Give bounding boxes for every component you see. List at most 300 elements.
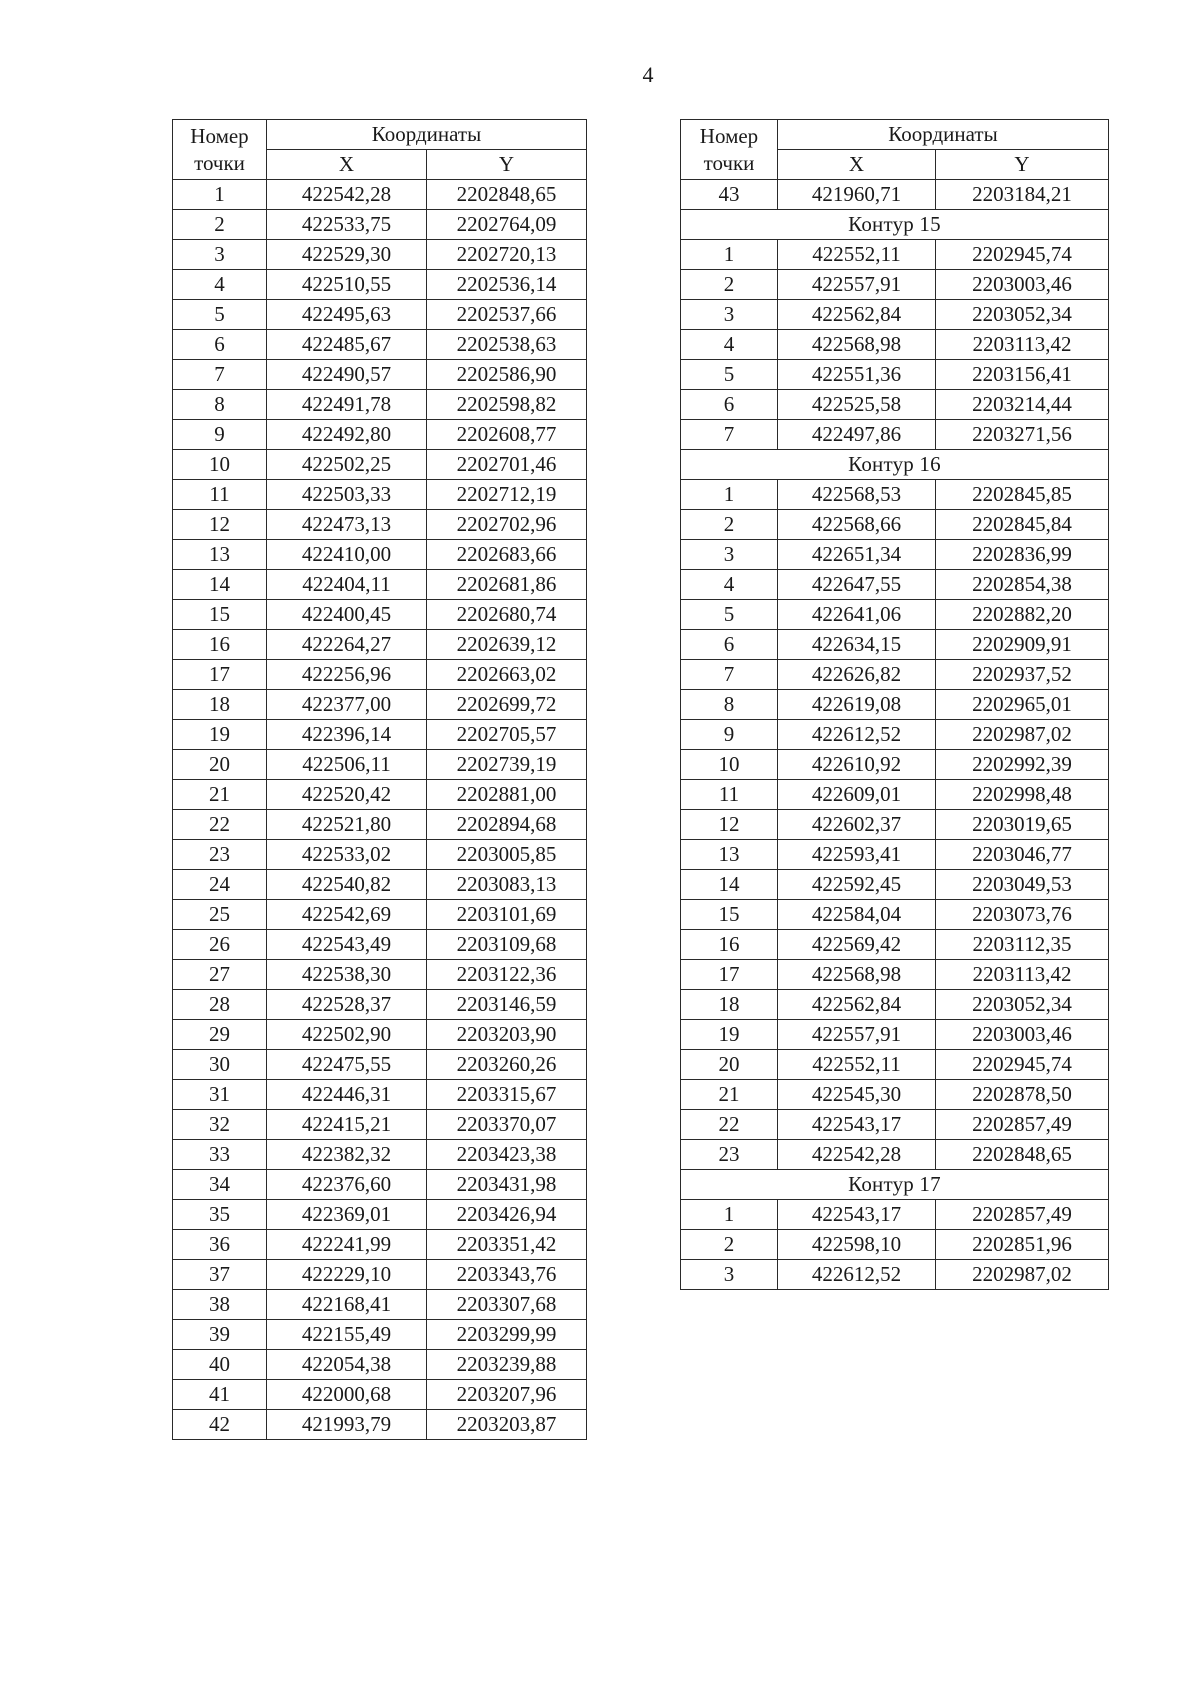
x-cell: 422593,41 (778, 840, 936, 870)
y-cell: 2203203,90 (427, 1020, 587, 1050)
y-cell: 2202998,48 (936, 780, 1109, 810)
table-row (681, 660, 1109, 690)
x-cell: 422491,78 (267, 390, 427, 420)
x-cell: 422490,57 (267, 360, 427, 390)
table-row (681, 870, 1109, 900)
table-row (173, 1230, 587, 1260)
y-cell: 2202586,90 (427, 360, 587, 390)
table-row (681, 510, 1109, 540)
point-number-cell: 9 (173, 420, 267, 450)
point-number-header-line1: Номер (699, 123, 759, 148)
x-cell: 422503,33 (267, 480, 427, 510)
point-number-cell: 28 (173, 990, 267, 1020)
point-number-header (681, 120, 778, 180)
y-cell: 2203351,42 (427, 1230, 587, 1260)
point-number-cell: 6 (681, 630, 778, 660)
y-cell: 2203005,85 (427, 840, 587, 870)
x-cell: 422626,82 (778, 660, 936, 690)
point-number-cell: 38 (173, 1290, 267, 1320)
table-row (173, 300, 587, 330)
x-header: X (267, 150, 427, 180)
y-cell: 2202712,19 (427, 480, 587, 510)
table-row (681, 720, 1109, 750)
x-cell: 422510,55 (267, 270, 427, 300)
table-row (173, 1080, 587, 1110)
contour-label: Контур 17 (681, 1170, 1109, 1200)
point-number-cell: 29 (173, 1020, 267, 1050)
x-cell: 422528,37 (267, 990, 427, 1020)
table-row (173, 630, 587, 660)
x-cell: 422540,82 (267, 870, 427, 900)
table-row (681, 1020, 1109, 1050)
x-cell: 422396,14 (267, 720, 427, 750)
table-row (173, 360, 587, 390)
table-row (173, 540, 587, 570)
y-cell: 2202881,00 (427, 780, 587, 810)
y-cell: 2202857,49 (936, 1200, 1109, 1230)
point-number-cell: 13 (173, 540, 267, 570)
table-row (173, 330, 587, 360)
x-cell: 422529,30 (267, 240, 427, 270)
x-cell: 422619,08 (778, 690, 936, 720)
x-cell: 422612,52 (778, 1260, 936, 1290)
point-number-cell: 5 (681, 600, 778, 630)
table-row (173, 1050, 587, 1080)
point-number-cell: 5 (173, 300, 267, 330)
y-cell: 2202992,39 (936, 750, 1109, 780)
table-row (173, 510, 587, 540)
table-row (681, 630, 1109, 660)
x-cell: 422475,55 (267, 1050, 427, 1080)
x-header: X (778, 150, 936, 180)
x-cell: 422551,36 (778, 360, 936, 390)
point-number-cell: 13 (681, 840, 778, 870)
y-cell: 2202702,96 (427, 510, 587, 540)
point-number-cell: 4 (681, 570, 778, 600)
y-cell: 2203052,34 (936, 300, 1109, 330)
y-cell: 2203343,76 (427, 1260, 587, 1290)
y-cell: 2202965,01 (936, 690, 1109, 720)
table-row (681, 330, 1109, 360)
x-cell: 422610,92 (778, 750, 936, 780)
coordinates-table-left (172, 119, 587, 1440)
point-number-cell: 32 (173, 1110, 267, 1140)
point-number-cell: 26 (173, 930, 267, 960)
table-row (681, 360, 1109, 390)
point-number-cell: 41 (173, 1380, 267, 1410)
point-number-cell: 15 (173, 600, 267, 630)
x-cell: 422552,11 (778, 240, 936, 270)
x-cell: 422602,37 (778, 810, 936, 840)
y-cell: 2203049,53 (936, 870, 1109, 900)
x-cell: 422377,00 (267, 690, 427, 720)
y-cell: 2202848,65 (936, 1140, 1109, 1170)
table-row (173, 870, 587, 900)
point-number-cell: 18 (681, 990, 778, 1020)
y-cell: 2202598,82 (427, 390, 587, 420)
y-cell: 2203271,56 (936, 420, 1109, 450)
x-cell: 422552,11 (778, 1050, 936, 1080)
x-cell: 422557,91 (778, 270, 936, 300)
x-cell: 422000,68 (267, 1380, 427, 1410)
point-number-cell: 17 (681, 960, 778, 990)
y-cell: 2203239,88 (427, 1350, 587, 1380)
x-cell: 422473,13 (267, 510, 427, 540)
table-row (681, 1140, 1109, 1170)
point-number-cell: 2 (681, 270, 778, 300)
point-number-cell: 19 (173, 720, 267, 750)
y-cell: 2203101,69 (427, 900, 587, 930)
point-number-cell: 3 (681, 540, 778, 570)
point-number-header-line2: точки (194, 150, 245, 175)
x-cell: 422592,45 (778, 870, 936, 900)
x-cell: 422598,10 (778, 1230, 936, 1260)
y-cell: 2202857,49 (936, 1110, 1109, 1140)
y-cell: 2202663,02 (427, 660, 587, 690)
point-number-cell: 1 (681, 1200, 778, 1230)
point-number-cell: 2 (681, 1230, 778, 1260)
point-number-cell: 20 (681, 1050, 778, 1080)
point-number-cell: 22 (173, 810, 267, 840)
y-cell: 2203307,68 (427, 1290, 587, 1320)
table-row (681, 1110, 1109, 1140)
x-cell: 422400,45 (267, 600, 427, 630)
x-cell: 421993,79 (267, 1410, 427, 1440)
x-cell: 422404,11 (267, 570, 427, 600)
x-cell: 422533,75 (267, 210, 427, 240)
point-number-cell: 12 (681, 810, 778, 840)
x-cell: 422502,90 (267, 1020, 427, 1050)
header-row (681, 120, 1109, 150)
y-cell: 2202937,52 (936, 660, 1109, 690)
table-row (681, 1230, 1109, 1260)
point-number-cell: 15 (681, 900, 778, 930)
coordinates-header: Координаты (778, 120, 1109, 150)
table-row (173, 450, 587, 480)
y-cell: 2203315,67 (427, 1080, 587, 1110)
y-cell: 2203426,94 (427, 1200, 587, 1230)
point-number-cell: 39 (173, 1320, 267, 1350)
point-number-cell: 4 (681, 330, 778, 360)
x-cell: 422584,04 (778, 900, 936, 930)
point-number-cell: 3 (173, 240, 267, 270)
point-number-cell: 10 (173, 450, 267, 480)
y-cell: 2202683,66 (427, 540, 587, 570)
point-number-cell: 19 (681, 1020, 778, 1050)
y-cell: 2203052,34 (936, 990, 1109, 1020)
x-cell: 422634,15 (778, 630, 936, 660)
point-number-cell: 8 (173, 390, 267, 420)
coordinates-table-right (680, 119, 1109, 1290)
x-cell: 422525,58 (778, 390, 936, 420)
table-row (173, 660, 587, 690)
y-cell: 2203370,07 (427, 1110, 587, 1140)
contour-row (681, 1170, 1109, 1200)
point-number-cell: 25 (173, 900, 267, 930)
point-number-cell: 11 (173, 480, 267, 510)
table-row (681, 540, 1109, 570)
coordinates-header: Координаты (267, 120, 587, 150)
y-cell: 2203423,38 (427, 1140, 587, 1170)
y-cell: 2203112,35 (936, 930, 1109, 960)
point-number-cell: 17 (173, 660, 267, 690)
y-cell: 2202720,13 (427, 240, 587, 270)
point-number-cell: 5 (681, 360, 778, 390)
table-row (173, 1350, 587, 1380)
table-row (681, 570, 1109, 600)
y-cell: 2203003,46 (936, 270, 1109, 300)
y-cell: 2202836,99 (936, 540, 1109, 570)
table-row (173, 210, 587, 240)
y-cell: 2203109,68 (427, 930, 587, 960)
table-row (173, 1410, 587, 1440)
x-cell: 422492,80 (267, 420, 427, 450)
x-cell: 422241,99 (267, 1230, 427, 1260)
table-row (173, 1380, 587, 1410)
point-number-cell: 40 (173, 1350, 267, 1380)
y-header: Y (936, 150, 1109, 180)
point-number-cell: 35 (173, 1200, 267, 1230)
x-cell: 422410,00 (267, 540, 427, 570)
x-cell: 422651,34 (778, 540, 936, 570)
table-row (173, 750, 587, 780)
point-number-cell: 14 (173, 570, 267, 600)
x-cell: 422485,67 (267, 330, 427, 360)
point-number-header (173, 120, 267, 180)
point-number-cell: 8 (681, 690, 778, 720)
x-cell: 422376,60 (267, 1170, 427, 1200)
table-row (681, 750, 1109, 780)
point-number-cell: 1 (681, 240, 778, 270)
point-number-cell: 9 (681, 720, 778, 750)
point-number-cell: 7 (681, 420, 778, 450)
table-row (681, 1080, 1109, 1110)
x-cell: 422415,21 (267, 1110, 427, 1140)
point-number-cell: 21 (681, 1080, 778, 1110)
x-cell: 422543,17 (778, 1110, 936, 1140)
x-cell: 422542,28 (267, 180, 427, 210)
y-cell: 2203184,21 (936, 180, 1109, 210)
y-cell: 2203156,41 (936, 360, 1109, 390)
x-cell: 422497,86 (778, 420, 936, 450)
point-number-cell: 33 (173, 1140, 267, 1170)
point-number-cell: 18 (173, 690, 267, 720)
x-cell: 422520,42 (267, 780, 427, 810)
table-row (173, 900, 587, 930)
point-number-cell: 16 (173, 630, 267, 660)
y-cell: 2202945,74 (936, 240, 1109, 270)
table-row (681, 1050, 1109, 1080)
y-cell: 2203431,98 (427, 1170, 587, 1200)
y-cell: 2203003,46 (936, 1020, 1109, 1050)
x-cell: 422495,63 (267, 300, 427, 330)
table-row (681, 270, 1109, 300)
table-row (173, 930, 587, 960)
point-number-cell: 31 (173, 1080, 267, 1110)
point-number-cell: 24 (173, 870, 267, 900)
x-cell: 422229,10 (267, 1260, 427, 1290)
table-row (173, 180, 587, 210)
y-cell: 2203207,96 (427, 1380, 587, 1410)
x-cell: 422568,53 (778, 480, 936, 510)
table-row (173, 990, 587, 1020)
y-cell: 2203122,36 (427, 960, 587, 990)
table-row (173, 780, 587, 810)
point-number-cell: 2 (173, 210, 267, 240)
point-number-cell: 7 (681, 660, 778, 690)
contour-row (681, 210, 1109, 240)
table-row (173, 1170, 587, 1200)
x-cell: 422446,31 (267, 1080, 427, 1110)
point-number-cell: 27 (173, 960, 267, 990)
y-cell: 2203203,87 (427, 1410, 587, 1440)
table-row (681, 1260, 1109, 1290)
x-cell: 422382,32 (267, 1140, 427, 1170)
y-cell: 2203113,42 (936, 960, 1109, 990)
x-cell: 422538,30 (267, 960, 427, 990)
x-cell: 422562,84 (778, 990, 936, 1020)
point-number-cell: 6 (173, 330, 267, 360)
table-row (681, 390, 1109, 420)
table-row (681, 960, 1109, 990)
point-number-cell: 14 (681, 870, 778, 900)
table-row (173, 570, 587, 600)
table-row (173, 1260, 587, 1290)
point-number-cell: 4 (173, 270, 267, 300)
y-cell: 2202538,63 (427, 330, 587, 360)
point-number-cell: 23 (173, 840, 267, 870)
y-cell: 2202764,09 (427, 210, 587, 240)
point-number-cell: 36 (173, 1230, 267, 1260)
x-cell: 422568,98 (778, 330, 936, 360)
point-number-cell: 43 (681, 180, 778, 210)
x-cell: 422054,38 (267, 1350, 427, 1380)
point-number-cell: 1 (681, 480, 778, 510)
point-number-cell: 6 (681, 390, 778, 420)
y-cell: 2202681,86 (427, 570, 587, 600)
y-cell: 2202845,84 (936, 510, 1109, 540)
x-cell: 422569,42 (778, 930, 936, 960)
point-number-cell: 16 (681, 930, 778, 960)
table-row (681, 420, 1109, 450)
point-number-cell: 37 (173, 1260, 267, 1290)
y-header: Y (427, 150, 587, 180)
y-cell: 2203214,44 (936, 390, 1109, 420)
table-row (173, 390, 587, 420)
point-number-cell: 3 (681, 300, 778, 330)
point-number-header-line1: Номер (190, 123, 249, 148)
point-number-cell: 23 (681, 1140, 778, 1170)
point-number-cell: 12 (173, 510, 267, 540)
y-cell: 2202882,20 (936, 600, 1109, 630)
table-row (173, 840, 587, 870)
point-number-cell: 21 (173, 780, 267, 810)
point-number-cell: 11 (681, 780, 778, 810)
point-number-cell: 10 (681, 750, 778, 780)
table-row (681, 1200, 1109, 1230)
header-row (173, 120, 587, 150)
y-cell: 2203113,42 (936, 330, 1109, 360)
table-row (681, 930, 1109, 960)
y-cell: 2203146,59 (427, 990, 587, 1020)
table-row (173, 1290, 587, 1320)
table-row (681, 180, 1109, 210)
point-number-cell: 30 (173, 1050, 267, 1080)
x-cell: 422521,80 (267, 810, 427, 840)
y-cell: 2203019,65 (936, 810, 1109, 840)
x-cell: 422568,98 (778, 960, 936, 990)
y-cell: 2202854,38 (936, 570, 1109, 600)
x-cell: 421960,71 (778, 180, 936, 210)
table-row (173, 420, 587, 450)
y-cell: 2202639,12 (427, 630, 587, 660)
x-cell: 422533,02 (267, 840, 427, 870)
y-cell: 2202537,66 (427, 300, 587, 330)
y-cell: 2203299,99 (427, 1320, 587, 1350)
table-row (173, 1140, 587, 1170)
contour-label: Контур 16 (681, 450, 1109, 480)
x-cell: 422543,17 (778, 1200, 936, 1230)
table-row (681, 810, 1109, 840)
x-cell: 422168,41 (267, 1290, 427, 1320)
y-cell: 2202909,91 (936, 630, 1109, 660)
point-number-cell: 20 (173, 750, 267, 780)
y-cell: 2203260,26 (427, 1050, 587, 1080)
contour-label: Контур 15 (681, 210, 1109, 240)
y-cell: 2202845,85 (936, 480, 1109, 510)
y-cell: 2202536,14 (427, 270, 587, 300)
table-row (681, 240, 1109, 270)
contour-row (681, 450, 1109, 480)
y-cell: 2202699,72 (427, 690, 587, 720)
table-row (681, 300, 1109, 330)
y-cell: 2203073,76 (936, 900, 1109, 930)
x-cell: 422562,84 (778, 300, 936, 330)
point-number-cell: 1 (173, 180, 267, 210)
y-cell: 2202608,77 (427, 420, 587, 450)
x-cell: 422641,06 (778, 600, 936, 630)
x-cell: 422155,49 (267, 1320, 427, 1350)
x-cell: 422609,01 (778, 780, 936, 810)
table-row (681, 780, 1109, 810)
y-cell: 2202680,74 (427, 600, 587, 630)
table-row (173, 960, 587, 990)
table-row (681, 480, 1109, 510)
x-cell: 422369,01 (267, 1200, 427, 1230)
point-number-cell: 22 (681, 1110, 778, 1140)
y-cell: 2202739,19 (427, 750, 587, 780)
y-cell: 2202894,68 (427, 810, 587, 840)
page-number: 4 (642, 62, 654, 87)
table-row (681, 840, 1109, 870)
y-cell: 2202878,50 (936, 1080, 1109, 1110)
table-row (681, 990, 1109, 1020)
x-cell: 422647,55 (778, 570, 936, 600)
y-cell: 2203083,13 (427, 870, 587, 900)
table-row (173, 240, 587, 270)
y-cell: 2202987,02 (936, 1260, 1109, 1290)
table-row (173, 810, 587, 840)
y-cell: 2202701,46 (427, 450, 587, 480)
table-row (173, 480, 587, 510)
x-cell: 422506,11 (267, 750, 427, 780)
y-cell: 2202851,96 (936, 1230, 1109, 1260)
y-cell: 2203046,77 (936, 840, 1109, 870)
x-cell: 422502,25 (267, 450, 427, 480)
table-row (681, 900, 1109, 930)
table-row (173, 1320, 587, 1350)
point-number-cell: 3 (681, 1260, 778, 1290)
